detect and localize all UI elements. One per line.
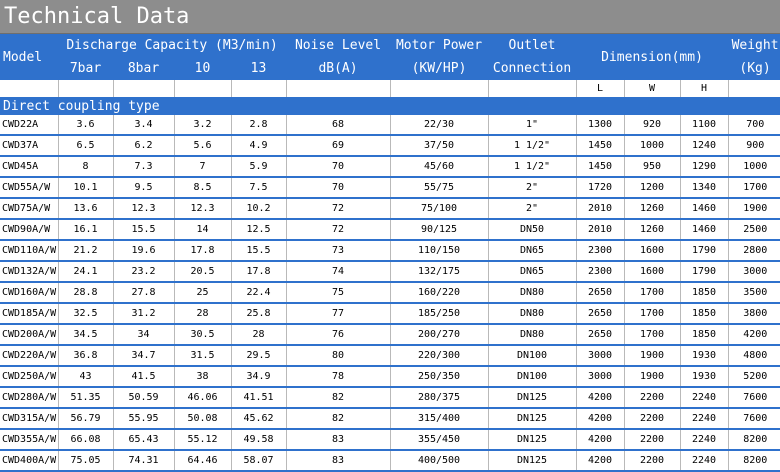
- table-cell: 13.6: [58, 198, 113, 219]
- table-cell: 200/270: [390, 324, 488, 345]
- table-cell: 160/220: [390, 282, 488, 303]
- table-cell: 74: [286, 261, 390, 282]
- table-cell: 29.5: [231, 345, 286, 366]
- table-cell: 37/50: [390, 135, 488, 156]
- table-cell: 250/350: [390, 366, 488, 387]
- pressure-7bar-header: 7bar: [58, 57, 113, 80]
- noise-unit-header: dB(A): [286, 57, 390, 80]
- table-cell: 75/100: [390, 198, 488, 219]
- table-cell: 2500: [728, 219, 780, 240]
- table-cell: 22.4: [231, 282, 286, 303]
- table-cell: 3500: [728, 282, 780, 303]
- table-cell: 43: [58, 366, 113, 387]
- table-cell: 78: [286, 366, 390, 387]
- table-cell: 1260: [624, 219, 680, 240]
- table-cell: 1720: [576, 177, 624, 198]
- table-cell: 2010: [576, 198, 624, 219]
- table-cell: 76: [286, 324, 390, 345]
- page-title: Technical Data: [4, 4, 190, 29]
- table-cell: 2010: [576, 219, 624, 240]
- table-cell: 1900: [728, 198, 780, 219]
- table-cell: 1790: [680, 261, 728, 282]
- section-row: [0, 98, 780, 116]
- table-cell: 12.3: [174, 198, 231, 219]
- table-cell: DN100: [488, 345, 576, 366]
- table-cell: 2": [488, 177, 576, 198]
- table-cell: 1930: [680, 366, 728, 387]
- table-cell: 1000: [728, 156, 780, 177]
- table-cell: 2200: [624, 408, 680, 429]
- model-header: Model: [0, 34, 58, 80]
- table-cell: 64.46: [174, 450, 231, 471]
- table-cell: 75: [286, 282, 390, 303]
- table-cell: 1240: [680, 135, 728, 156]
- table-cell: 1000: [624, 135, 680, 156]
- table-cell: 12.5: [231, 219, 286, 240]
- table-cell: 90/125: [390, 219, 488, 240]
- table-cell: 28: [231, 324, 286, 345]
- table-cell: 280/375: [390, 387, 488, 408]
- table-cell: 1700: [624, 324, 680, 345]
- table-cell: 58.07: [231, 450, 286, 471]
- model-cell: CWD250A/W: [0, 366, 58, 387]
- outlet-connection-header: Connection: [488, 57, 576, 80]
- table-cell: 24.1: [58, 261, 113, 282]
- table-cell: 1460: [680, 198, 728, 219]
- table-cell: 9.5: [113, 177, 174, 198]
- table-cell: 51.35: [58, 387, 113, 408]
- table-cell: 950: [624, 156, 680, 177]
- table-cell: 28.8: [58, 282, 113, 303]
- table-cell: 7600: [728, 387, 780, 408]
- table-cell: 1 1/2": [488, 135, 576, 156]
- table-cell: 2.8: [231, 115, 286, 135]
- table-row: [0, 450, 780, 471]
- table-cell: 55.12: [174, 429, 231, 450]
- table-cell: 4200: [576, 387, 624, 408]
- table-cell: 700: [728, 115, 780, 135]
- table-cell: 83: [286, 450, 390, 471]
- table-cell: 1100: [680, 115, 728, 135]
- table-cell: 50.59: [113, 387, 174, 408]
- model-cell: CWD280A/W: [0, 387, 58, 408]
- table-row: [0, 303, 780, 324]
- table-cell: 5200: [728, 366, 780, 387]
- table-cell: 50.08: [174, 408, 231, 429]
- table-cell: 1": [488, 115, 576, 135]
- table-cell: 74.31: [113, 450, 174, 471]
- table-cell: 4200: [576, 408, 624, 429]
- table-cell: 8: [58, 156, 113, 177]
- table-cell: 4200: [576, 429, 624, 450]
- table-cell: DN80: [488, 324, 576, 345]
- dimension-subheader-row: [0, 80, 780, 98]
- table-cell: 132/175: [390, 261, 488, 282]
- noise-header: Noise Level: [286, 34, 390, 57]
- table-cell: DN50: [488, 219, 576, 240]
- table-cell: 6.2: [113, 135, 174, 156]
- table-cell: 28: [174, 303, 231, 324]
- table-cell: 82: [286, 408, 390, 429]
- model-cell: CWD200A/W: [0, 324, 58, 345]
- dim-l-header: L: [576, 80, 624, 98]
- table-cell: 1 1/2": [488, 156, 576, 177]
- table-cell: 1700: [728, 177, 780, 198]
- table-cell: 4.9: [231, 135, 286, 156]
- table-cell: 46.06: [174, 387, 231, 408]
- table-cell: 8200: [728, 450, 780, 471]
- table-cell: 20.5: [174, 261, 231, 282]
- table-cell: 1600: [624, 240, 680, 261]
- table-cell: 1300: [576, 115, 624, 135]
- table-cell: 22/30: [390, 115, 488, 135]
- model-cell: CWD355A/W: [0, 429, 58, 450]
- table-cell: 3800: [728, 303, 780, 324]
- table-cell: 8.5: [174, 177, 231, 198]
- model-cell: CWD400A/W: [0, 450, 58, 471]
- table-cell: 82: [286, 387, 390, 408]
- table-cell: 49.58: [231, 429, 286, 450]
- table-row: [0, 240, 780, 261]
- table-cell: 21.2: [58, 240, 113, 261]
- table-cell: 1790: [680, 240, 728, 261]
- model-cell: CWD132A/W: [0, 261, 58, 282]
- table-cell: 2200: [624, 450, 680, 471]
- table-cell: 220/300: [390, 345, 488, 366]
- table-cell: 1200: [624, 177, 680, 198]
- table-row: [0, 135, 780, 156]
- table-cell: 1850: [680, 282, 728, 303]
- model-cell: CWD90A/W: [0, 219, 58, 240]
- table-cell: 7: [174, 156, 231, 177]
- dim-h-header: H: [680, 80, 728, 98]
- model-cell: CWD160A/W: [0, 282, 58, 303]
- table-cell: 1260: [624, 198, 680, 219]
- table-row: [0, 261, 780, 282]
- table-cell: 1450: [576, 156, 624, 177]
- table-cell: 41.5: [113, 366, 174, 387]
- table-cell: 73: [286, 240, 390, 261]
- table-row: [0, 177, 780, 198]
- model-cell: CWD45A: [0, 156, 58, 177]
- table-cell: 41.51: [231, 387, 286, 408]
- weight-unit-header: (Kg): [728, 57, 780, 80]
- table-row: [0, 324, 780, 345]
- table-cell: 45.62: [231, 408, 286, 429]
- model-cell: CWD55A/W: [0, 177, 58, 198]
- table-cell: 2240: [680, 450, 728, 471]
- table-cell: 6.5: [58, 135, 113, 156]
- model-cell: CWD110A/W: [0, 240, 58, 261]
- technical-data-table: [0, 34, 780, 472]
- table-cell: 10.2: [231, 198, 286, 219]
- table-cell: 38: [174, 366, 231, 387]
- motor-unit-header: (KW/HP): [390, 57, 488, 80]
- table-row: [0, 387, 780, 408]
- weight-header: Weight: [728, 34, 780, 57]
- table-cell: 110/150: [390, 240, 488, 261]
- table-cell: 32.5: [58, 303, 113, 324]
- table-cell: 920: [624, 115, 680, 135]
- table-cell: 72: [286, 198, 390, 219]
- table-cell: 25.8: [231, 303, 286, 324]
- table-cell: 1600: [624, 261, 680, 282]
- table-cell: 34.9: [231, 366, 286, 387]
- table-row: [0, 198, 780, 219]
- table-cell: 72: [286, 219, 390, 240]
- table-cell: 16.1: [58, 219, 113, 240]
- table-cell: 30.5: [174, 324, 231, 345]
- table-cell: 83: [286, 429, 390, 450]
- model-cell: CWD37A: [0, 135, 58, 156]
- table-row: [0, 156, 780, 177]
- table-cell: 12.3: [113, 198, 174, 219]
- table-cell: 55/75: [390, 177, 488, 198]
- table-cell: 65.43: [113, 429, 174, 450]
- table-cell: 1930: [680, 345, 728, 366]
- table-cell: 2240: [680, 408, 728, 429]
- table-row: [0, 115, 780, 135]
- table-cell: 7.3: [113, 156, 174, 177]
- table-cell: 355/450: [390, 429, 488, 450]
- table-body: [0, 115, 780, 471]
- table-cell: 66.08: [58, 429, 113, 450]
- table-cell: 8200: [728, 429, 780, 450]
- table-cell: 31.2: [113, 303, 174, 324]
- table-cell: 1700: [624, 303, 680, 324]
- table-cell: DN125: [488, 408, 576, 429]
- table-cell: DN65: [488, 240, 576, 261]
- model-cell: CWD22A: [0, 115, 58, 135]
- table-row: [0, 282, 780, 303]
- discharge-header: Discharge Capacity (M3/min): [58, 34, 286, 57]
- table-row: [0, 345, 780, 366]
- table-cell: 68: [286, 115, 390, 135]
- table-cell: 70: [286, 156, 390, 177]
- pressure-13bar-header: 13: [231, 57, 286, 80]
- table-cell: 80: [286, 345, 390, 366]
- table-cell: 31.5: [174, 345, 231, 366]
- table-cell: 3000: [576, 366, 624, 387]
- table-cell: 36.8: [58, 345, 113, 366]
- table-cell: 3.2: [174, 115, 231, 135]
- table-cell: 75.05: [58, 450, 113, 471]
- table-cell: DN125: [488, 429, 576, 450]
- table-cell: 1450: [576, 135, 624, 156]
- table-cell: 25: [174, 282, 231, 303]
- table-cell: 2240: [680, 387, 728, 408]
- table-cell: 1700: [624, 282, 680, 303]
- table-cell: 1340: [680, 177, 728, 198]
- table-cell: 1850: [680, 303, 728, 324]
- pressure-10bar-header: 10: [174, 57, 231, 80]
- table-cell: 2": [488, 198, 576, 219]
- table-row: [0, 429, 780, 450]
- table-cell: 69: [286, 135, 390, 156]
- table-cell: 2650: [576, 324, 624, 345]
- table-cell: 45/60: [390, 156, 488, 177]
- table-cell: 1460: [680, 219, 728, 240]
- table-cell: 56.79: [58, 408, 113, 429]
- table-cell: 70: [286, 177, 390, 198]
- table-row: [0, 408, 780, 429]
- table-cell: 15.5: [113, 219, 174, 240]
- table-cell: 55.95: [113, 408, 174, 429]
- table-cell: 15.5: [231, 240, 286, 261]
- table-cell: 2800: [728, 240, 780, 261]
- table-cell: 14: [174, 219, 231, 240]
- dimension-header: Dimension(mm): [576, 34, 728, 80]
- table-cell: 27.8: [113, 282, 174, 303]
- table-cell: 2300: [576, 240, 624, 261]
- table-cell: 2650: [576, 282, 624, 303]
- model-cell: CWD220A/W: [0, 345, 58, 366]
- table-cell: 4200: [728, 324, 780, 345]
- table-cell: 5.6: [174, 135, 231, 156]
- table-cell: 23.2: [113, 261, 174, 282]
- table-row: [0, 366, 780, 387]
- table-cell: 5.9: [231, 156, 286, 177]
- table-cell: DN80: [488, 282, 576, 303]
- model-cell: CWD185A/W: [0, 303, 58, 324]
- table-cell: 34: [113, 324, 174, 345]
- table-cell: 10.1: [58, 177, 113, 198]
- table-cell: 1900: [624, 366, 680, 387]
- table-cell: 185/250: [390, 303, 488, 324]
- table-cell: DN65: [488, 261, 576, 282]
- table-cell: 4200: [576, 450, 624, 471]
- table-cell: 1290: [680, 156, 728, 177]
- table-cell: 3.4: [113, 115, 174, 135]
- table-cell: 7.5: [231, 177, 286, 198]
- table-cell: 400/500: [390, 450, 488, 471]
- header-row-1: [0, 34, 780, 57]
- pressure-8bar-header: 8bar: [113, 57, 174, 80]
- table-cell: 34.7: [113, 345, 174, 366]
- table-cell: 2300: [576, 261, 624, 282]
- table-cell: 2240: [680, 429, 728, 450]
- table-cell: 2200: [624, 429, 680, 450]
- table-cell: 7600: [728, 408, 780, 429]
- section-label: Direct coupling type: [0, 98, 780, 116]
- table-cell: 2200: [624, 387, 680, 408]
- table-cell: 900: [728, 135, 780, 156]
- table-cell: DN125: [488, 387, 576, 408]
- model-cell: CWD315A/W: [0, 408, 58, 429]
- table-cell: 3000: [728, 261, 780, 282]
- table-cell: 3000: [576, 345, 624, 366]
- table-cell: 4800: [728, 345, 780, 366]
- table-cell: 1850: [680, 324, 728, 345]
- table-cell: 17.8: [231, 261, 286, 282]
- table-cell: 2650: [576, 303, 624, 324]
- model-cell: CWD75A/W: [0, 198, 58, 219]
- table-row: [0, 219, 780, 240]
- table-cell: 77: [286, 303, 390, 324]
- table-cell: 19.6: [113, 240, 174, 261]
- outlet-header: Outlet: [488, 34, 576, 57]
- table-cell: DN100: [488, 366, 576, 387]
- table-cell: DN80: [488, 303, 576, 324]
- table-cell: DN125: [488, 450, 576, 471]
- table-cell: 315/400: [390, 408, 488, 429]
- table-cell: 3.6: [58, 115, 113, 135]
- table-cell: 34.5: [58, 324, 113, 345]
- table-cell: 1900: [624, 345, 680, 366]
- dim-w-header: W: [624, 80, 680, 98]
- motor-header: Motor Power: [390, 34, 488, 57]
- table-cell: 17.8: [174, 240, 231, 261]
- title-bar: [0, 0, 780, 34]
